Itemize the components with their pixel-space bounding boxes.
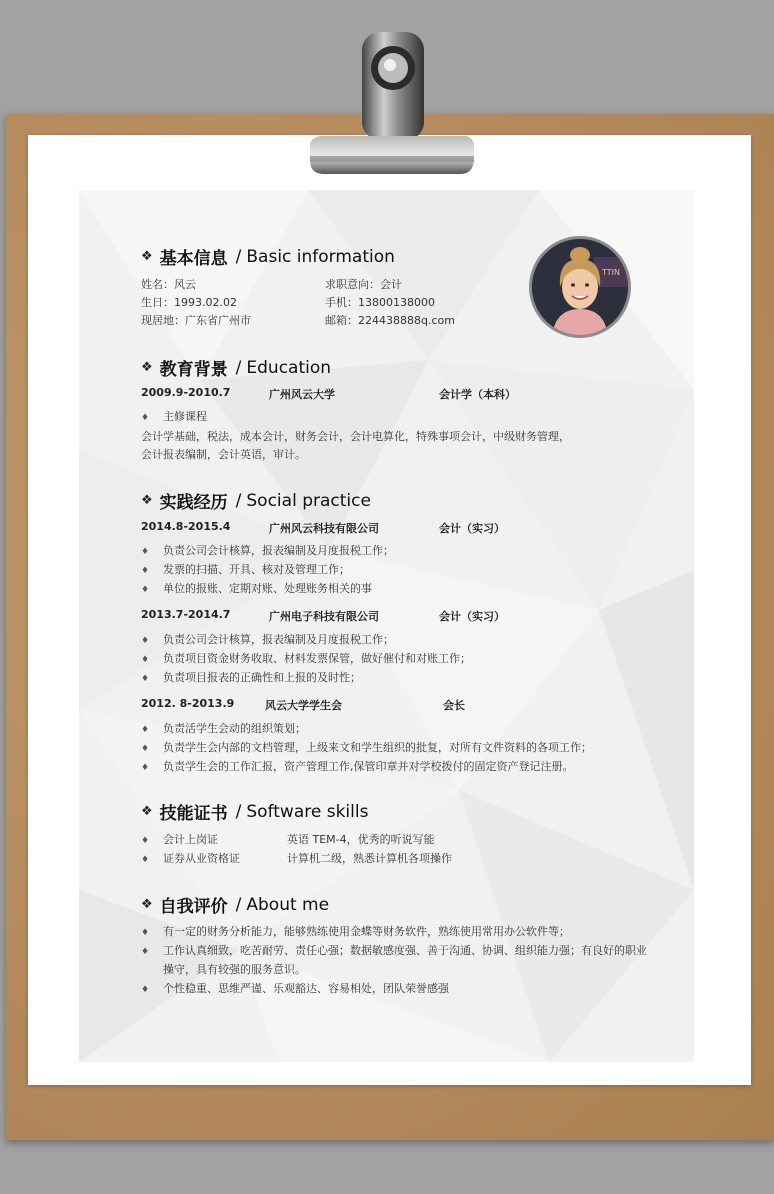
job-org: 广州电子科技有限公司 xyxy=(269,610,379,623)
job-org: 广州风云科技有限公司 xyxy=(269,522,379,535)
list-item: ♦ 发票的扫描、开具、核对及管理工作； xyxy=(141,563,350,576)
section-title-practice: ❖ 实践经历 / Social practice xyxy=(141,490,371,513)
diamond-cluster-icon: ❖ xyxy=(141,897,153,912)
list-item: ♦ 会计上岗证 xyxy=(141,833,218,846)
diamond-cluster-icon: ❖ xyxy=(141,804,153,819)
field-objective: 求职意向：会计 xyxy=(325,278,402,291)
diamond-icon: ♦ xyxy=(141,763,150,773)
edu-major: 会计学（本科） xyxy=(439,388,516,401)
diamond-icon: ♦ xyxy=(141,636,150,646)
diamond-icon: ♦ xyxy=(141,855,150,865)
list-item-continuation: 操守，具有较强的服务意识。 xyxy=(163,963,306,976)
list-item: ♦ 个性稳重、思维严谨、乐观豁达、容易相处，团队荣誉感强 xyxy=(141,982,449,995)
avatar xyxy=(529,236,631,338)
diamond-icon: ♦ xyxy=(141,655,150,665)
section-title-education: ❖ 教育背景 / Education xyxy=(141,357,332,380)
edu-school: 广州风云大学 xyxy=(269,388,335,401)
diamond-icon: ♦ xyxy=(141,836,150,846)
skill-detail: 英语 TEM-4，优秀的听说写能 xyxy=(287,833,435,846)
field-email: 邮箱：224438888q.com xyxy=(325,314,455,327)
list-item: ♦ 负责项目资金财务收取、材料发票保管，做好催付和对账工作； xyxy=(141,652,471,665)
diamond-icon: ♦ xyxy=(141,947,150,957)
diamond-icon: ♦ xyxy=(141,985,150,995)
diamond-icon: ♦ xyxy=(141,547,150,557)
diamond-icon: ♦ xyxy=(141,566,150,576)
job-role: 会计（实习） xyxy=(439,610,505,623)
diamond-icon: ♦ xyxy=(141,674,150,684)
job-role: 会计（实习） xyxy=(439,522,505,535)
field-phone: 手机：13800138000 xyxy=(325,296,435,309)
list-item: ♦ 证券从业资格证 xyxy=(141,852,240,865)
diamond-icon: ♦ xyxy=(141,744,150,754)
section-title-basic: ❖ 基本信息 / Basic information xyxy=(141,246,395,269)
diamond-icon: ♦ xyxy=(141,413,150,423)
edu-period: 2009.9-2010.7 xyxy=(141,386,231,399)
job-role: 会长 xyxy=(443,699,465,712)
diamond-cluster-icon: ❖ xyxy=(141,360,153,375)
list-item: ♦ 负责项目报表的正确性和上报的及时性； xyxy=(141,671,361,684)
skill-detail: 计算机二级，熟悉计算机各项操作 xyxy=(287,852,452,865)
diamond-icon: ♦ xyxy=(141,725,150,735)
list-item: ♦ 负责学生会的工作汇报，资产管理工作,保管印章并对学校拨付的固定资产登记注册。 xyxy=(141,760,574,773)
diamond-cluster-icon: ❖ xyxy=(141,493,153,508)
list-item: ♦ 单位的报账、定期对账、处理账务相关的事 xyxy=(141,582,372,595)
list-item: ♦ 主修课程 xyxy=(141,410,207,423)
section-title-skills: ❖ 技能证书 / Software skills xyxy=(141,801,369,824)
field-location: 现居地：广东省广州市 xyxy=(141,314,251,327)
list-item: ♦ 负责公司会计核算，报表编制及月度报税工作； xyxy=(141,633,394,646)
course-line: 会计学基础，税法，成本会计，财务会计，会计电算化，特殊事项会计，中级财务管理， xyxy=(141,430,570,443)
diamond-cluster-icon: ❖ xyxy=(141,249,153,264)
list-item: ♦ 负责公司会计核算，报表编制及月度报税工作； xyxy=(141,544,394,557)
job-period: 2013.7-2014.7 xyxy=(141,608,231,621)
job-period: 2012. 8-2013.9 xyxy=(141,697,235,710)
binder-clip-icon xyxy=(300,28,480,178)
list-item: ♦ 工作认真细致，吃苦耐劳、责任心强；数据敏感度强、善于沟通、协调、组织能力强；有良好的职业 xyxy=(141,944,647,957)
list-item: ♦ 有一定的财务分析能力，能够熟练使用金蝶等财务软件，熟练使用常用办公软件等； xyxy=(141,925,570,938)
resume-sheet xyxy=(79,190,694,1062)
course-line: 会计报表编制，会计英语，审计。 xyxy=(141,448,306,461)
field-birthday: 生日：1993.02.02 xyxy=(141,296,237,309)
field-name: 姓名：风云 xyxy=(141,278,196,291)
job-org: 风云大学学生会 xyxy=(265,699,342,712)
job-period: 2014.8-2015.4 xyxy=(141,520,231,533)
list-item: ♦ 负责活学生会动的组织策划； xyxy=(141,722,306,735)
diamond-icon: ♦ xyxy=(141,585,150,595)
diamond-icon: ♦ xyxy=(141,928,150,938)
section-title-about: ❖ 自我评价 / About me xyxy=(141,894,330,917)
list-item: ♦ 负责学生会内部的文档管理，上级来文和学生组织的批复，对所有文件资料的各项工作； xyxy=(141,741,592,754)
svg-text:TTIN: TTIN xyxy=(602,268,620,277)
